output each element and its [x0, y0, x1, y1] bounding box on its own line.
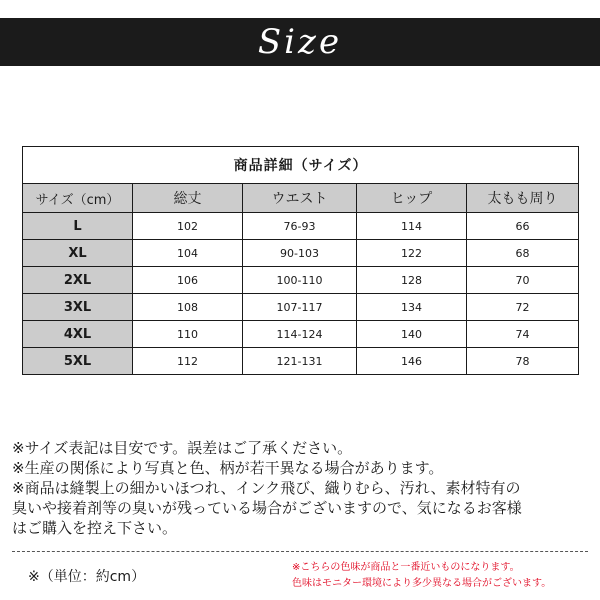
waist-value: 121-131 [243, 348, 357, 375]
thigh-value: 72 [467, 294, 579, 321]
hip-value: 140 [357, 321, 467, 348]
notes-block [12, 438, 592, 538]
table-row [23, 267, 579, 294]
hip-value: 114 [357, 213, 467, 240]
size-table [22, 146, 579, 375]
hip-value: 134 [357, 294, 467, 321]
hip-value: 128 [357, 267, 467, 294]
color-note-line: 色味はモニター環境により多少異なる場合がございます。 [292, 578, 552, 589]
thigh-value: 68 [467, 240, 579, 267]
table-row [23, 213, 579, 240]
length-value: 102 [133, 213, 243, 240]
table-row [23, 321, 579, 348]
length-value: 110 [133, 321, 243, 348]
header-length: 総丈 [133, 184, 243, 213]
size-label: XL [23, 240, 133, 267]
thigh-value: 74 [467, 321, 579, 348]
table-caption-row [23, 147, 579, 184]
thigh-value: 66 [467, 213, 579, 240]
thigh-value: 78 [467, 348, 579, 375]
thigh-value: 70 [467, 267, 579, 294]
size-label: 3XL [23, 294, 133, 321]
note-line: ※サイズ表記は目安です。誤差はご了承ください。 [12, 439, 353, 457]
color-note-line: ※こちらの色味が商品と一番近いものになります。 [292, 562, 520, 573]
waist-value: 90-103 [243, 240, 357, 267]
header-thigh: 太もも周り [467, 184, 579, 213]
banner-title: Size [257, 22, 343, 62]
note-line: はご購入を控え下さい。 [12, 519, 178, 537]
table-row [23, 348, 579, 375]
color-notes [292, 560, 594, 592]
waist-value: 76-93 [243, 213, 357, 240]
table-row [23, 294, 579, 321]
waist-value: 107-117 [243, 294, 357, 321]
size-label: 4XL [23, 321, 133, 348]
note-line: 臭いや接着剤等の臭いが残っている場合がございますので、気になるお客様 [12, 499, 522, 517]
length-value: 106 [133, 267, 243, 294]
waist-value: 114-124 [243, 321, 357, 348]
header-size: サイズ（cm） [23, 184, 133, 213]
table-header-row [23, 184, 579, 213]
waist-value: 100-110 [243, 267, 357, 294]
note-line: ※商品は縫製上の細かいほつれ、インク飛び、織りむら、汚れ、素材特有の [12, 479, 521, 497]
size-label: L [23, 213, 133, 240]
unit-note: ※（単位：約cm） [28, 569, 146, 585]
hip-value: 122 [357, 240, 467, 267]
dashed-divider [12, 551, 588, 552]
length-value: 112 [133, 348, 243, 375]
size-label: 5XL [23, 348, 133, 375]
header-waist: ウエスト [243, 184, 357, 213]
hip-value: 146 [357, 348, 467, 375]
table-caption: 商品詳細（サイズ） [23, 147, 579, 184]
note-line: ※生産の関係により写真と色、柄が若干異なる場合があります。 [12, 459, 444, 477]
size-banner [0, 18, 600, 66]
header-hip: ヒップ [357, 184, 467, 213]
length-value: 104 [133, 240, 243, 267]
size-label: 2XL [23, 267, 133, 294]
table-row [23, 240, 579, 267]
length-value: 108 [133, 294, 243, 321]
